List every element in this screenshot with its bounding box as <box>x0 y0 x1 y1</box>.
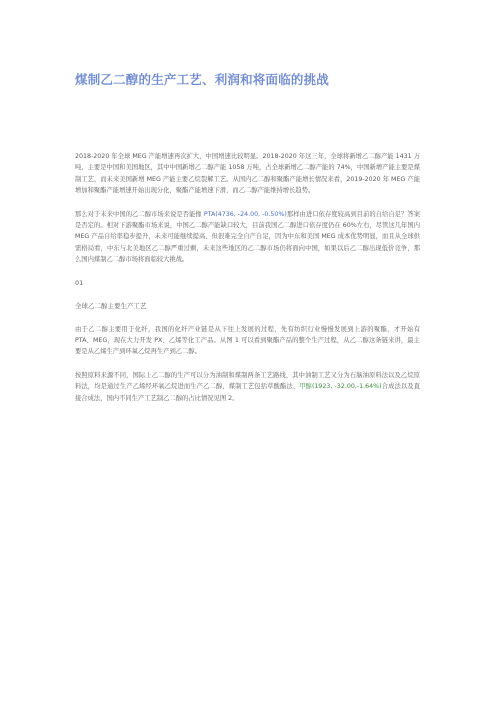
paragraph-market <box>75 209 420 266</box>
paragraph-process: 由于乙二醇主要用于化纤，我国的化纤产业链是从下往上发展的过程，先有纺织行业慢慢发展到上游的聚酯，才开始有 PTA、MEG，现在大力开发 PX、乙烯等化工产品。从图 1 可以看到聚酯产品的整个生产过程，从乙二醇这条链来讲，最主要是从乙烯生产到环氧乙烷再生产到乙二醇。 <box>75 325 420 356</box>
paragraph-market-text-start: 那么对于未来中国的乙二醇市场来说是否能像 <box>75 210 204 218</box>
pta-stock-link[interactable]: PTA(4736, -24.00, -0.50%) <box>203 210 287 218</box>
paragraph-market-text-end: 那样由进口依存度较高到目前的自给自足？答案是否定的。相对下游聚酯市场来说，中国乙二醇产能缺口较大，目前我国乙二醇进口依存度仍在 60%左右，尽管这几年国内 MEG 产品自给率稳步提升，未来可能继续提高，但很难完全自产自足，因为中东和美国 MEG 成本优势明显，而且从全球供需格局看，中东与北美地区乙二醇严重过剩，未来这些地区的乙二醇市场仍将面向中国，如果以后乙二醇出现低价竞争，那么国内煤制乙二醇市场将面临较大挑战。 <box>75 210 420 264</box>
paragraph-capacity: 2018-2020 年全球 MEG 产能增速再次扩大，中国增速比较明显。2018-2020 年这三年，全球将新增乙二醇产能 1431 万吨，主要是中国和美国地区，其中中国新增乙二醇产能 1058 万吨，占全球新增乙二醇产能的 74%，中国新增产能主要是煤制工艺，而未来美国新增 MEG 产能主要乙烷裂解工艺。从国内乙二醇和聚酯产能增长情况来看，2019-2020 年 MEG 产能增加和聚酯产能增速开始出现分化，聚酯产能增速下滑，而乙二醇产能维持增长趋势。 <box>75 153 420 195</box>
methanol-stock-link[interactable]: 甲醇(1923, -32.00,-1.64%) <box>299 383 382 391</box>
paragraph-routes-text-end: 合成法以及直接合成法，国内不同生产工艺制乙二醇的占比情况见图 2。 <box>75 383 421 402</box>
page-title: 煤制乙二醇的生产工艺、利润和将面临的挑战 <box>75 72 330 87</box>
section-number: 01 <box>75 278 84 287</box>
section-title: 全球乙二醇主要生产工艺 <box>75 301 147 310</box>
paragraph-routes <box>75 370 420 404</box>
article-body <box>75 151 420 416</box>
paragraph-routes-text-start: 按照原料来源不同，国际上乙二醇的生产可以分为油制和煤制两条工艺路线，其中油制工艺又分为石脑油原料法以及乙烷原料法，均是通过生产乙烯经环氧乙烷进而生产乙二醇，煤制工艺包括草酸酯法、 <box>75 371 420 391</box>
